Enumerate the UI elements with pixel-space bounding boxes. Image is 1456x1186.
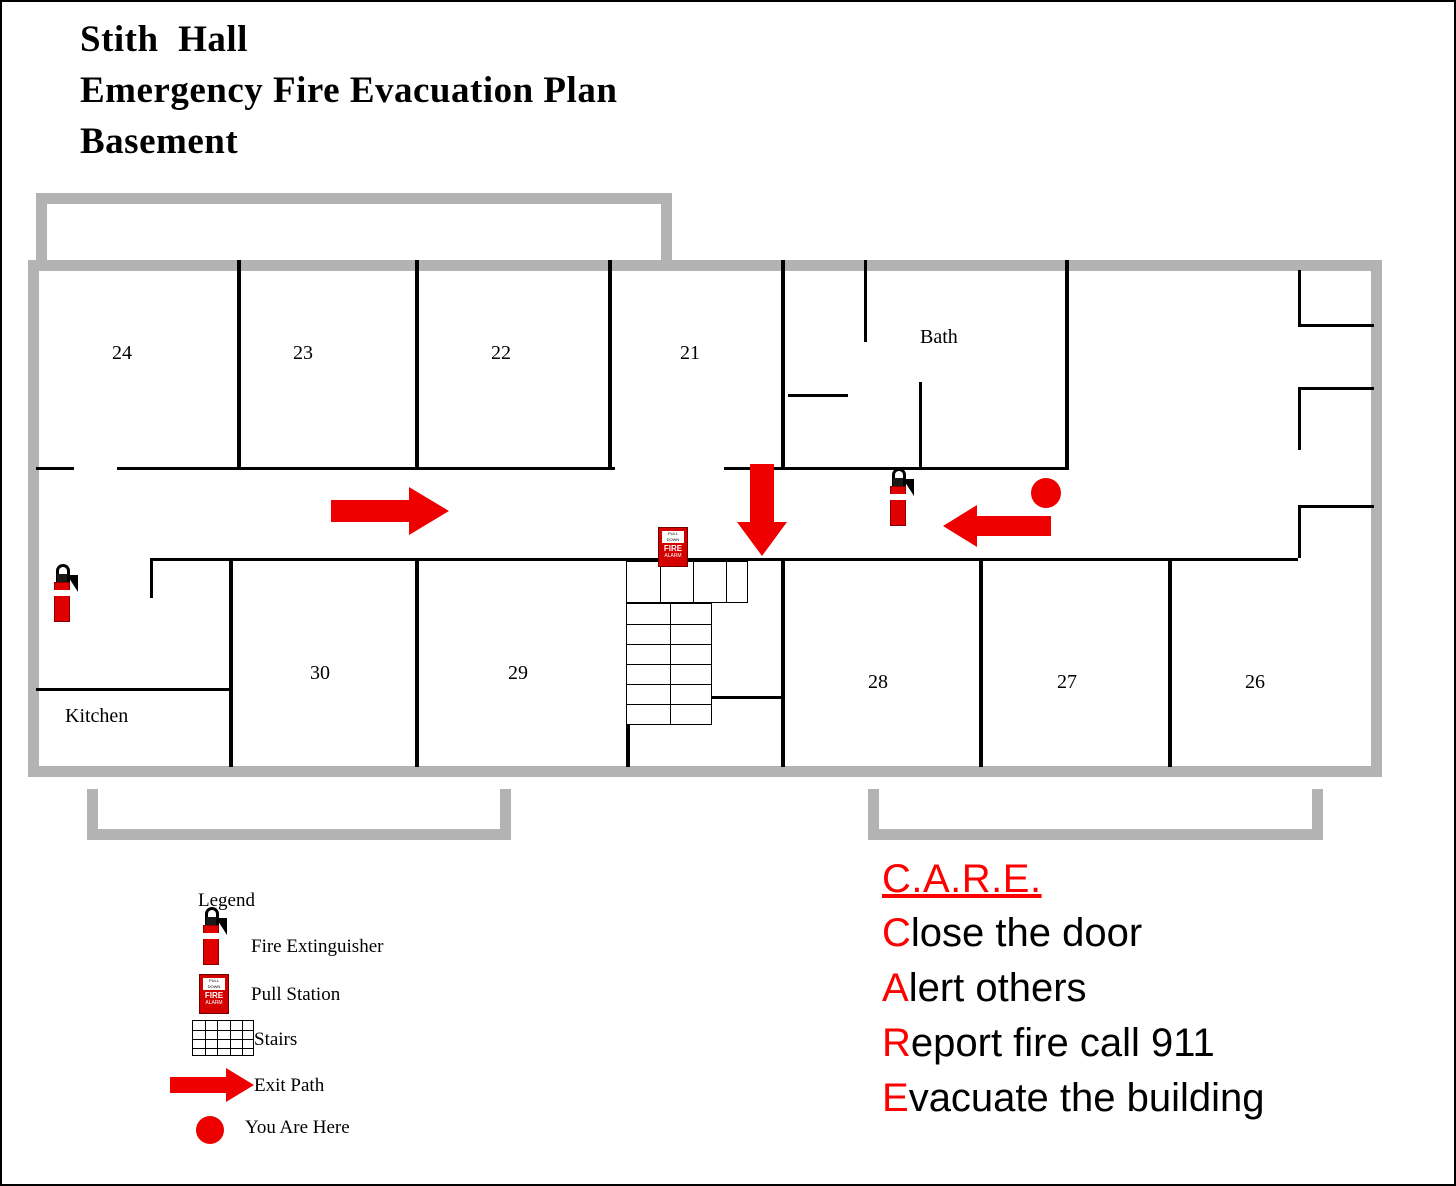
title-line-building: Stith Hall [80,19,248,60]
care-cap-r: R [882,1021,911,1065]
legend-fire-extinguisher-icon [197,907,231,969]
legend-label-fire-extinguisher: Fire Extinguisher [251,936,384,957]
wall-partition-30-29 [415,558,419,767]
wall-gray-bottom-left-stub-left [87,789,98,840]
wall-partition-stairs-bottom-stub [707,696,785,699]
wall-gray-bottom-left-stub-horizontal [87,829,511,840]
room-label-bath: Bath [920,326,958,348]
wall-gray-top-stub-horizontal [36,193,672,204]
wall-gray-east [1371,260,1382,777]
care-cap-c: C [882,911,911,955]
pull-station-label-top: PULL DOWN [662,531,684,543]
wall-gray-west [28,260,39,777]
wall-gray-top-stub-left [36,193,47,265]
wall-east-detail-low-v [1298,505,1301,558]
room-label-21: 21 [680,342,700,364]
room-label-kitchen: Kitchen [65,705,129,727]
wall-corridor-south-edge-c [785,558,1298,561]
page-title [80,14,617,167]
wall-partition-21-corridor [781,260,785,469]
legend-exit-path-icon [170,1068,254,1102]
legend-pull-station-icon [199,974,229,1014]
legend-label-stairs: Stairs [254,1029,298,1050]
exit-arrow-left-east [943,505,1051,547]
care-line-report [882,1016,1265,1071]
wall-partition-24-23 [237,260,241,469]
wall-partition-stairs-right [781,558,785,767]
wall-partition-bath-stub [788,394,848,397]
fire-extinguisher-icon-west [48,564,82,626]
pull-station-label-alarm: ALARM [664,553,682,559]
wall-corridor-north-edge-b [117,467,615,470]
care-rest-a: lert others [908,966,1087,1010]
wall-east-detail-top-h [1298,324,1374,327]
wall-kitchen-left-gap [150,558,153,598]
care-instructions [882,857,1265,1126]
room-label-22: 22 [491,342,511,364]
wall-corridor-south-edge-a [150,558,580,561]
wall-partition-23-22 [415,260,419,469]
wall-east-detail-mid-h [1298,387,1374,390]
fire-extinguisher-icon-east [884,468,918,530]
legend-you-are-here-icon [196,1116,224,1144]
care-cap-a: A [882,966,909,1010]
stairs-upper-landing [626,561,748,603]
legend-pull-station-label-fire: FIRE [204,991,224,1000]
room-label-24: 24 [112,342,132,364]
care-heading [882,857,1265,902]
wall-east-detail-top-v [1298,270,1301,327]
legend-pull-station-label-top: PULL DOWN [203,978,225,990]
room-label-27: 27 [1057,671,1077,693]
legend-label-exit-path: Exit Path [254,1075,325,1096]
wall-partition-bath-right [919,382,922,469]
wall-gray-bottom-right-stub-left [868,789,879,840]
wall-partition-kitchen-30 [229,558,233,767]
legend-title: Legend [198,890,255,911]
care-heading-text: C.A.R.E. [882,857,1042,901]
wall-gray-bottom-right-stub-right [1312,789,1323,840]
wall-east-detail-mid-v [1298,387,1301,450]
wall-gray-top-stub-right [661,193,672,265]
room-label-28: 28 [868,671,888,693]
wall-east-detail-low-h [1298,505,1374,508]
pull-station-label-fire: FIRE [663,544,683,553]
exit-arrow-down-center [737,464,787,556]
title-line-subtitle: Emergency Fire Evacuation Plan [80,70,618,111]
legend-stairs-icon [192,1020,254,1056]
wall-partition-27-26 [1168,558,1172,767]
room-label-26: 26 [1245,671,1265,693]
legend-label-pull-station: Pull Station [251,984,341,1005]
legend-label-you-are-here: You Are Here [245,1117,350,1138]
wall-corridor-north-edge-a [36,467,74,470]
care-line-alert [882,961,1265,1016]
room-label-23: 23 [293,342,313,364]
wall-gray-south [28,766,1382,777]
you-are-here-marker [1031,478,1061,508]
wall-kitchen-top [36,688,231,691]
stairs-flight [626,603,712,725]
care-rest-r: eport fire call 911 [910,1021,1215,1065]
title-line-floor: Basement [80,121,239,162]
care-line-evacuate [882,1071,1265,1126]
wall-partition-bath-vertical-right [1065,260,1069,469]
wall-partition-bath-left [864,260,867,342]
wall-partition-22-21 [608,260,612,469]
care-rest-c: lose the door [910,911,1143,955]
care-cap-e: E [882,1076,909,1120]
wall-gray-bottom-left-stub-right [500,789,511,840]
room-label-30: 30 [310,662,330,684]
pull-station-icon-stairs [658,527,688,567]
exit-arrow-right-west [331,487,449,535]
wall-partition-28-27 [979,558,983,767]
legend-pull-station-label-alarm: ALARM [205,1000,223,1006]
room-label-29: 29 [508,662,528,684]
care-rest-e: vacuate the building [908,1076,1265,1120]
care-line-close [882,906,1265,961]
wall-gray-bottom-right-stub-horizontal [868,829,1323,840]
